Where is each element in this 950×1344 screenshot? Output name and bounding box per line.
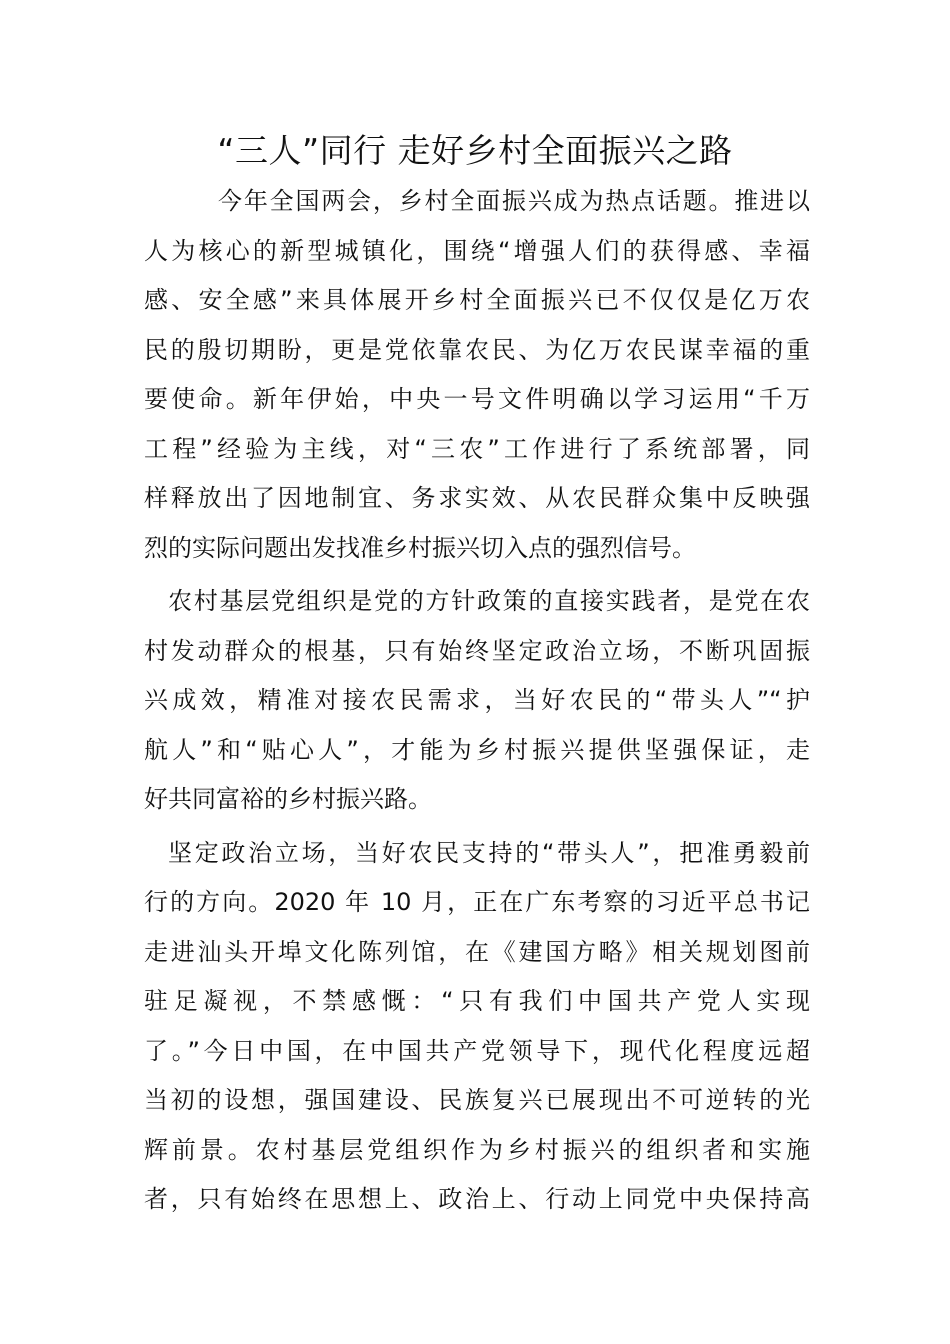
paragraph-2 [144,577,810,825]
text-line: 感、安全感”来具体展开乡村全面振兴已不仅仅是亿万农 [144,286,810,314]
text-line: 坚定政治立场，当好农民支持的“带头人”，把准勇毅前 [168,838,810,867]
document-title: “三人”同行 走好乡村全面振兴之路 [217,131,733,170]
text-line: 兴成效，精准对接农民需求，当好农民的“带头人”“护 [144,686,810,714]
text-line: 样释放出了因地制宜、务求实效、从农民群众集中反映强 [144,484,810,512]
text-line: 好共同富裕的乡村振兴路。 [144,785,432,813]
paragraph-1 [144,177,810,573]
text-line: 要使命。新年伊始，中央一号文件明确以学习运用“千万 [144,385,810,413]
text-line: 民的殷切期盼，更是党依靠农民、为亿万农民谋幸福的重 [144,335,810,364]
text-line: 农村基层党组织是党的方针政策的直接实践者，是党在农 [168,587,810,615]
document-body [144,177,810,1229]
text-line: 当初的设想，强国建设、民族复兴已展现出不可逆转的光 [144,1086,810,1114]
text-line: 航人”和“贴心人”，才能为乡村振兴提供坚强保证，走 [144,735,810,764]
text-line: 工程”经验为主线，对“三农”工作进行了系统部署，同 [144,434,810,463]
text-line: 驻足凝视，不禁感慨：“只有我们中国共产党人实现 [144,987,810,1015]
text-line: 人为核心的新型城镇化，围绕“增强人们的获得感、幸福 [144,236,810,265]
text-line: 今年全国两会，乡村全面振兴成为热点话题。推进以 [218,187,810,215]
text-line: 村发动群众的根基，只有始终坚定政治立场，不断巩固振 [144,636,810,665]
paragraph-3 [144,829,810,1225]
text-line: 辉前景。农村基层党组织作为乡村振兴的组织者和实施 [144,1135,810,1164]
text-line: 了。”今日中国，在中国共产党领导下，现代化程度远超 [144,1036,810,1065]
text-line: 者，只有始终在思想上、政治上、行动上同党中央保持高 [144,1185,810,1213]
text-line: 走进汕头开埠文化陈列馆，在《建国方略》相关规划图前 [144,937,810,966]
text-line: 行的方向。2020 年 10 月，正在广东考察的习近平总书记 [144,888,810,916]
text-line: 烈的实际问题出发找准乡村振兴切入点的强烈信号。 [144,533,696,562]
